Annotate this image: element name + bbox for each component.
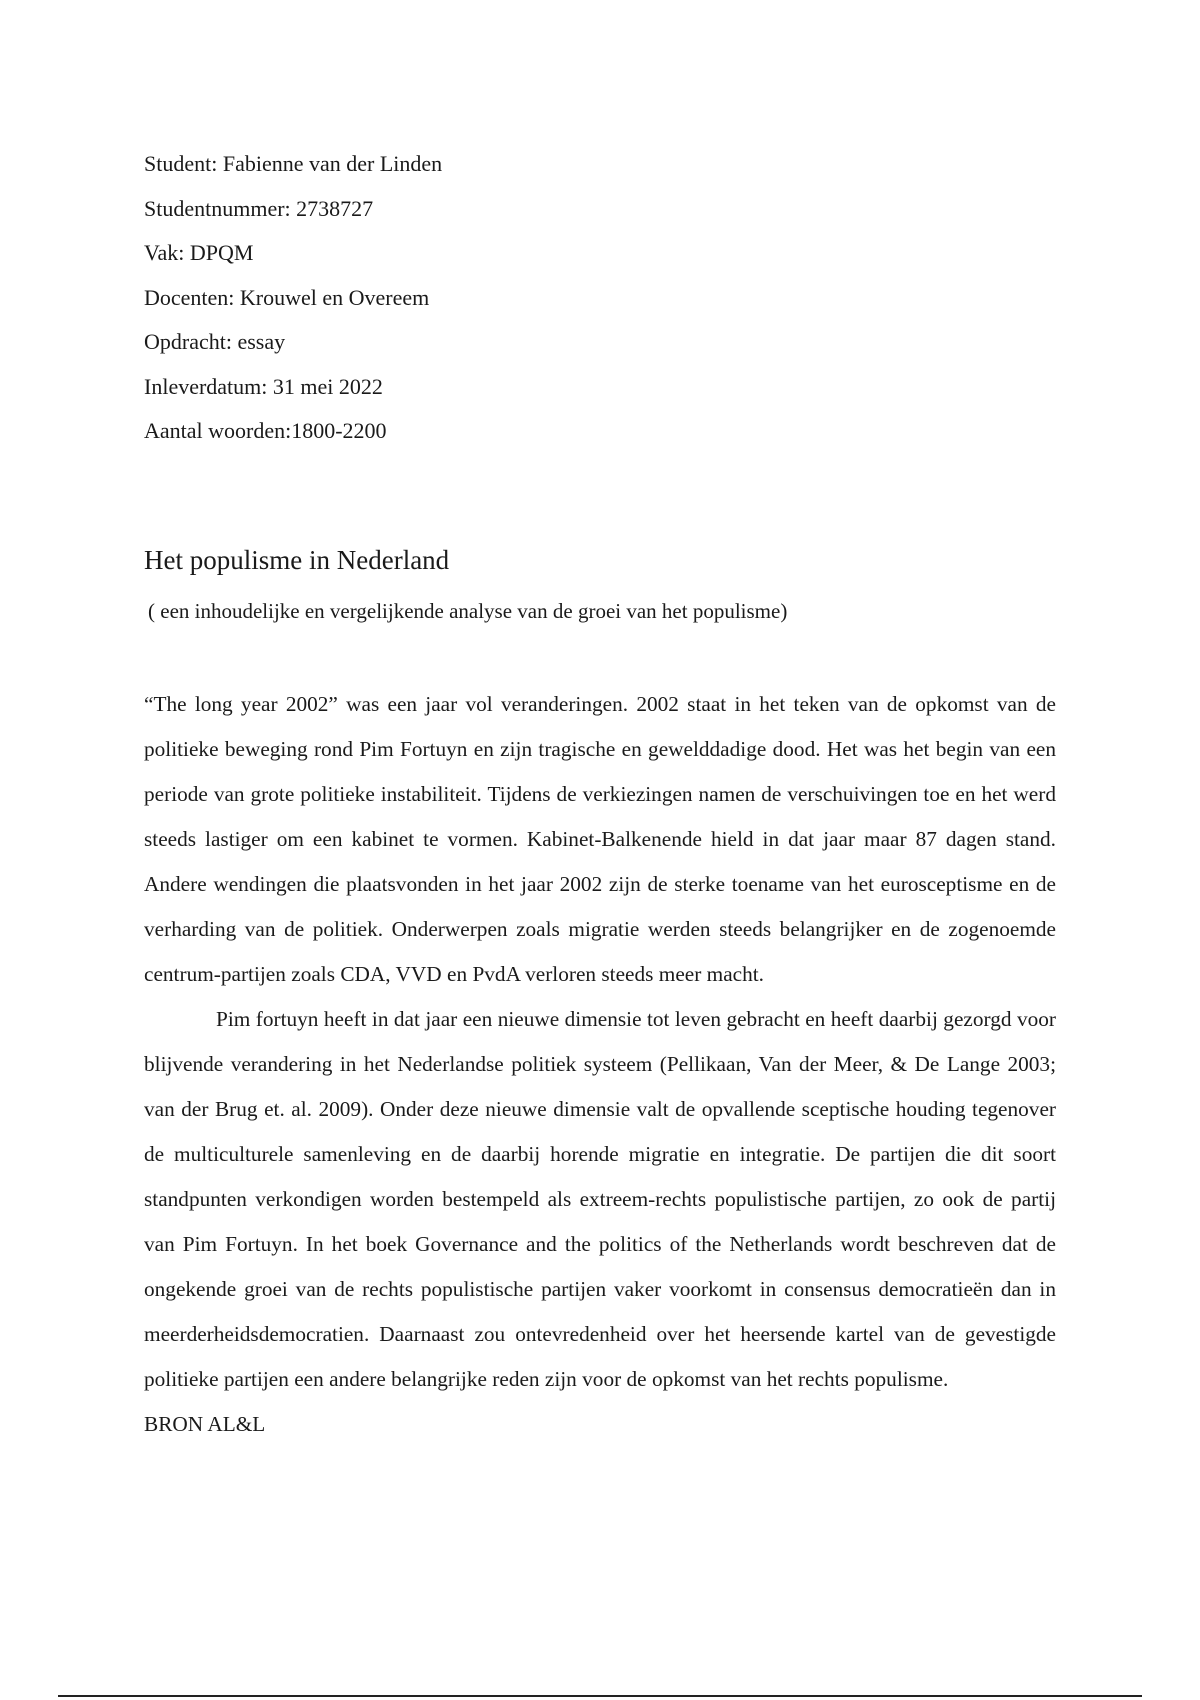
due-date: Inleverdatum: 31 mei 2022 <box>144 373 383 399</box>
source-note: BRON AL&L <box>144 1412 266 1436</box>
student-name: Student: Fabienne van der Linden <box>144 151 443 176</box>
course-name: Vak: DPQM <box>144 240 254 265</box>
page-bottom-rule <box>58 1695 1142 1697</box>
essay-subtitle: ( een inhoudelijke en vergelijkende analyse van de groei van het populisme) <box>148 599 788 623</box>
essay-body <box>144 682 1056 1447</box>
paragraph-1: “The long year 2002” was een jaar vol veranderingen. 2002 staat in het teken van de opkomst van de politieke beweging rond Pim Fortuyn en zijn tragische en gewelddadige dood. Het was het begin van een periode van grote politieke instabiliteit. Tijdens de verkiezingen namen de verschuivingen toe en het werd steeds lastiger om een kabinet te vormen. Kabinet-Balkenende hield in dat jaar maar 87 dagen stand. Andere wendingen die plaatsvonden in het jaar 2002 zijn de sterke toename van het eurosceptisme en de verharding van de politiek. Onderwerpen zoals migratie werden steeds belangrijker en de zogenoemde centrum-partijen zoals CDA, VVD en PvdA verloren steeds meer macht. <box>144 692 1056 986</box>
student-number: Studentnummer: 2738727 <box>144 195 374 221</box>
word-count: Aantal woorden:1800-2200 <box>144 418 387 443</box>
assignment-type: Opdracht: essay <box>144 329 286 354</box>
essay-title: Het populisme in Nederland <box>144 545 450 575</box>
document-header-info <box>144 142 844 454</box>
paragraph-2: Pim fortuyn heeft in dat jaar een nieuwe dimensie tot leven gebracht en heeft daarbij gezorgd voor blijvende verandering in het Nederlandse politiek systeem (Pellikaan, Van der Meer, & De Lange 2003; van der Brug et. al. 2009). Onder deze nieuwe dimensie valt de opvallende sceptische houding tegenover de multiculturele samenleving en de daarbij horende migratie en integratie. De partijen die dit soort standpunten verkondigen worden bestempeld als extreem-rechts populistische partijen, zo ook de partij van Pim Fortuyn. In het boek Governance and the politics of the Netherlands wordt beschreven dat de ongekende groei van de rechts populistische partijen vaker voorkomt in consensus democratieën dan in meerderheidsdemocratien. Daarnaast zou ontevredenheid over het heersende kartel van de gevestigde politieke partijen een andere belangrijke reden zijn voor de opkomst van het rechts populisme. <box>144 1007 1056 1391</box>
teachers: Docenten: Krouwel en Overeem <box>144 284 430 310</box>
